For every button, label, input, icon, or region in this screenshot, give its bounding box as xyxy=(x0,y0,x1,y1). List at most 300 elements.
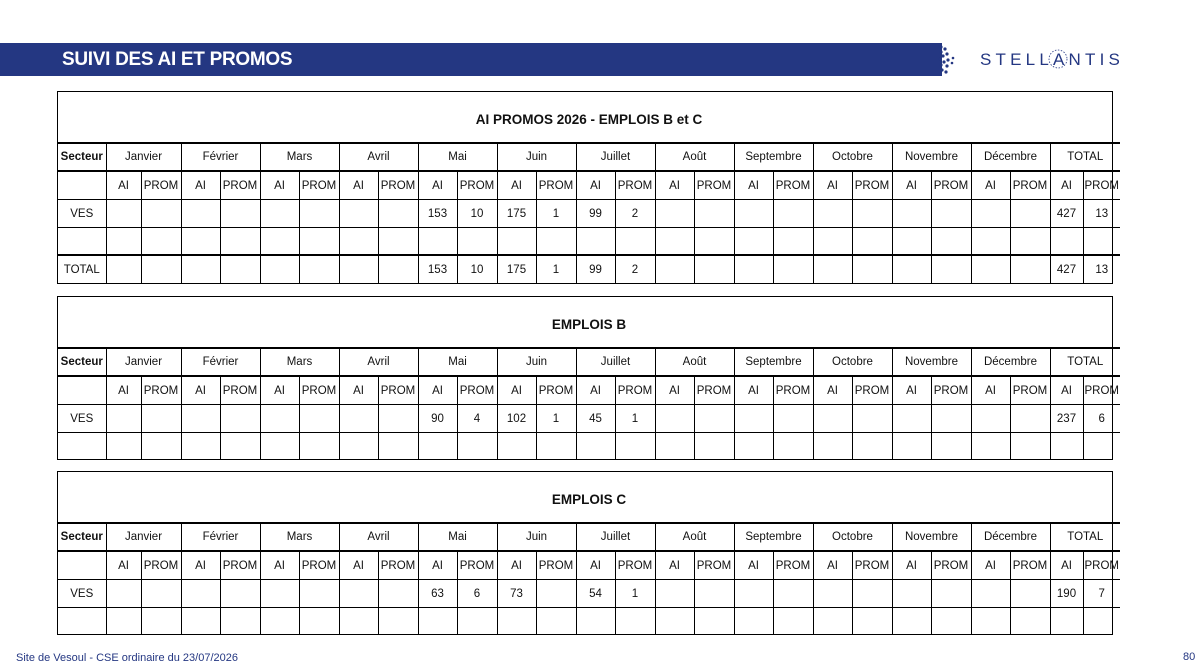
subheader-ai: AI xyxy=(1050,376,1083,405)
table-row xyxy=(58,200,1120,228)
subheader-ai: AI xyxy=(260,171,299,200)
table-title: EMPLOIS B xyxy=(58,297,1120,348)
table-cell xyxy=(892,228,931,256)
table-cell xyxy=(378,608,418,635)
table-cell xyxy=(813,228,852,256)
subheader-ai: AI xyxy=(813,171,852,200)
table-cell xyxy=(497,433,536,460)
table-cell xyxy=(1010,580,1050,608)
subheader-prom: PROM xyxy=(615,551,655,580)
table-cell: 153 xyxy=(418,255,457,283)
table-cell xyxy=(892,405,931,433)
subheader-prom: PROM xyxy=(299,551,339,580)
column-header-month: Avril xyxy=(339,348,418,376)
table-cell xyxy=(773,200,813,228)
table-cell xyxy=(892,200,931,228)
table-cell xyxy=(655,228,694,256)
empty-cell xyxy=(58,551,106,580)
table-cell xyxy=(1050,433,1083,460)
column-header-month: Mai xyxy=(418,348,497,376)
table-title: AI PROMOS 2026 - EMPLOIS B et C xyxy=(58,92,1120,143)
table-cell xyxy=(734,228,773,256)
column-header-secteur: Secteur xyxy=(58,348,106,376)
table-cell xyxy=(1050,608,1083,635)
column-header-month: Mai xyxy=(418,143,497,171)
row-label: VES xyxy=(58,580,106,608)
table-cell: 63 xyxy=(418,580,457,608)
column-header-month: Juin xyxy=(497,523,576,551)
table-cell xyxy=(576,433,615,460)
table-cell xyxy=(418,433,457,460)
table-cell xyxy=(694,580,734,608)
column-header-month: Février xyxy=(181,348,260,376)
subheader-prom: PROM xyxy=(931,551,971,580)
table-cell xyxy=(299,405,339,433)
subheader-ai: AI xyxy=(734,551,773,580)
column-header-month: Novembre xyxy=(892,143,971,171)
table-cell xyxy=(378,200,418,228)
table-cell xyxy=(1083,433,1120,460)
table-cell: 2 xyxy=(615,255,655,283)
table-cell: 99 xyxy=(576,200,615,228)
subheader-ai: AI xyxy=(339,551,378,580)
table-cell xyxy=(220,255,260,283)
header-banner xyxy=(0,43,942,76)
subheader-ai: AI xyxy=(106,376,141,405)
column-header-month: Juillet xyxy=(576,143,655,171)
table-cell xyxy=(220,228,260,256)
table-cell: 99 xyxy=(576,255,615,283)
table-cell xyxy=(694,228,734,256)
subheader-ai: AI xyxy=(734,171,773,200)
table-cell xyxy=(655,580,694,608)
subheader-prom: PROM xyxy=(1010,171,1050,200)
table-cell xyxy=(378,580,418,608)
table-cell xyxy=(734,608,773,635)
table-cell xyxy=(852,228,892,256)
table-title: EMPLOIS C xyxy=(58,472,1120,523)
subheader-prom: PROM xyxy=(1083,376,1120,405)
table-cell xyxy=(931,433,971,460)
subheader-prom: PROM xyxy=(141,551,181,580)
table-cell xyxy=(655,405,694,433)
table-cell: 1 xyxy=(536,255,576,283)
subheader-ai: AI xyxy=(106,171,141,200)
column-header-month: Juin xyxy=(497,143,576,171)
column-header-month: Juin xyxy=(497,348,576,376)
subheader-prom: PROM xyxy=(694,551,734,580)
table-cell: 13 xyxy=(1083,200,1120,228)
table-cell: 4 xyxy=(457,405,497,433)
footer-text: Site de Vesoul - CSE ordinaire du 23/07/2026 xyxy=(16,652,238,664)
table-cell xyxy=(576,228,615,256)
subheader-ai: AI xyxy=(260,551,299,580)
subheader-prom: PROM xyxy=(457,171,497,200)
table-cell xyxy=(734,405,773,433)
table-cell xyxy=(813,580,852,608)
table-cell xyxy=(260,200,299,228)
table-cell xyxy=(852,255,892,283)
subheader-ai: AI xyxy=(655,171,694,200)
table-cell xyxy=(734,200,773,228)
row-label xyxy=(58,433,106,460)
column-header-month: Septembre xyxy=(734,143,813,171)
subheader-prom: PROM xyxy=(615,376,655,405)
column-header-month: Janvier xyxy=(106,348,181,376)
subheader-ai: AI xyxy=(106,551,141,580)
column-header-month: Décembre xyxy=(971,143,1050,171)
table-2 xyxy=(57,296,1119,460)
table-cell xyxy=(141,228,181,256)
table-cell xyxy=(773,608,813,635)
brand-logo xyxy=(980,50,1124,72)
table-cell xyxy=(892,608,931,635)
subheader-prom: PROM xyxy=(299,171,339,200)
table-cell xyxy=(299,433,339,460)
table-cell xyxy=(694,405,734,433)
table-cell: 237 xyxy=(1050,405,1083,433)
subheader-ai: AI xyxy=(497,376,536,405)
table-cell xyxy=(339,433,378,460)
column-header-secteur: Secteur xyxy=(58,523,106,551)
column-header-month: Octobre xyxy=(813,143,892,171)
subheader-prom: PROM xyxy=(299,376,339,405)
subheader-prom: PROM xyxy=(1010,376,1050,405)
table-cell xyxy=(106,200,141,228)
column-header-month: Septembre xyxy=(734,348,813,376)
table-cell xyxy=(931,608,971,635)
subheader-prom: PROM xyxy=(378,376,418,405)
table-cell xyxy=(773,228,813,256)
subheader-prom: PROM xyxy=(457,376,497,405)
table-cell xyxy=(457,433,497,460)
column-header-month: Mai xyxy=(418,523,497,551)
column-header-month: Mars xyxy=(260,523,339,551)
table-cell xyxy=(378,405,418,433)
table-cell xyxy=(971,200,1010,228)
subheader-prom: PROM xyxy=(931,376,971,405)
column-header-month: TOTAL xyxy=(1050,523,1120,551)
table-cell xyxy=(141,580,181,608)
table-cell xyxy=(1083,228,1120,256)
column-header-month: Août xyxy=(655,348,734,376)
subheader-ai: AI xyxy=(497,171,536,200)
data-table xyxy=(58,92,1120,283)
table-cell xyxy=(106,228,141,256)
data-table xyxy=(58,297,1120,459)
table-cell xyxy=(181,255,220,283)
table-cell xyxy=(655,200,694,228)
subheader-ai: AI xyxy=(339,376,378,405)
table-cell xyxy=(852,580,892,608)
column-header-month: Août xyxy=(655,523,734,551)
table-cell xyxy=(852,433,892,460)
table-cell xyxy=(220,608,260,635)
table-cell xyxy=(299,228,339,256)
subheader-ai: AI xyxy=(576,171,615,200)
table-cell xyxy=(141,405,181,433)
table-cell xyxy=(536,433,576,460)
subheader-ai: AI xyxy=(1050,551,1083,580)
table-cell: 175 xyxy=(497,255,536,283)
brand-logo-part2: A xyxy=(1052,50,1069,69)
table-cell xyxy=(615,433,655,460)
table-cell xyxy=(536,228,576,256)
subheader-ai: AI xyxy=(418,171,457,200)
table-cell xyxy=(536,608,576,635)
table-cell xyxy=(536,580,576,608)
table-cell xyxy=(694,200,734,228)
column-header-month: Décembre xyxy=(971,348,1050,376)
table-cell xyxy=(931,580,971,608)
brand-logo-part1: STELL xyxy=(980,50,1053,69)
empty-cell xyxy=(58,376,106,405)
brand-logo-a xyxy=(1053,50,1069,70)
table-cell xyxy=(181,433,220,460)
subheader-prom: PROM xyxy=(615,171,655,200)
table-cell xyxy=(220,580,260,608)
subheader-ai: AI xyxy=(971,171,1010,200)
subheader-prom: PROM xyxy=(220,376,260,405)
table-cell xyxy=(106,580,141,608)
table-cell xyxy=(260,608,299,635)
table-cell: 1 xyxy=(615,405,655,433)
table-cell xyxy=(931,405,971,433)
table-cell xyxy=(852,405,892,433)
column-header-month: Juillet xyxy=(576,523,655,551)
table-cell: 2 xyxy=(615,200,655,228)
table-cell xyxy=(457,228,497,256)
table-cell xyxy=(339,405,378,433)
table-cell xyxy=(299,580,339,608)
column-header-month: Avril xyxy=(339,523,418,551)
column-header-month: TOTAL xyxy=(1050,348,1120,376)
table-cell xyxy=(773,255,813,283)
table-row xyxy=(58,405,1120,433)
table-cell: 13 xyxy=(1083,255,1120,283)
table-cell xyxy=(339,255,378,283)
table-row xyxy=(58,433,1120,460)
table-cell xyxy=(299,200,339,228)
table-cell xyxy=(852,608,892,635)
table-cell: 73 xyxy=(497,580,536,608)
table-cell xyxy=(299,255,339,283)
row-label: VES xyxy=(58,200,106,228)
table-cell: 427 xyxy=(1050,200,1083,228)
table-cell xyxy=(655,255,694,283)
column-header-secteur: Secteur xyxy=(58,143,106,171)
table-cell xyxy=(971,608,1010,635)
subheader-ai: AI xyxy=(181,171,220,200)
column-header-month: Novembre xyxy=(892,523,971,551)
table-cell xyxy=(220,200,260,228)
subheader-prom: PROM xyxy=(1010,551,1050,580)
table-cell xyxy=(931,255,971,283)
table-cell xyxy=(1083,608,1120,635)
column-header-month: TOTAL xyxy=(1050,143,1120,171)
column-header-month: Mars xyxy=(260,348,339,376)
table-cell xyxy=(260,433,299,460)
table-row xyxy=(58,608,1120,635)
table-cell: 190 xyxy=(1050,580,1083,608)
table-cell xyxy=(260,580,299,608)
subheader-ai: AI xyxy=(1050,171,1083,200)
subheader-ai: AI xyxy=(892,376,931,405)
table-cell xyxy=(694,255,734,283)
column-header-month: Août xyxy=(655,143,734,171)
subheader-ai: AI xyxy=(813,376,852,405)
subheader-prom: PROM xyxy=(852,376,892,405)
column-header-month: Février xyxy=(181,143,260,171)
table-cell xyxy=(1010,228,1050,256)
table-cell xyxy=(260,228,299,256)
table-cell: 1 xyxy=(536,405,576,433)
column-header-month: Septembre xyxy=(734,523,813,551)
table-cell: 102 xyxy=(497,405,536,433)
table-cell xyxy=(694,608,734,635)
table-cell xyxy=(106,608,141,635)
table-1 xyxy=(57,91,1119,284)
subheader-ai: AI xyxy=(418,551,457,580)
table-cell xyxy=(1010,405,1050,433)
table-cell: 45 xyxy=(576,405,615,433)
column-header-month: Janvier xyxy=(106,523,181,551)
table-cell xyxy=(694,433,734,460)
table-cell xyxy=(378,228,418,256)
subheader-prom: PROM xyxy=(1083,551,1120,580)
table-cell: 6 xyxy=(1083,405,1120,433)
table-cell xyxy=(339,228,378,256)
column-header-month: Octobre xyxy=(813,348,892,376)
subheader-prom: PROM xyxy=(773,376,813,405)
subheader-ai: AI xyxy=(181,551,220,580)
table-cell xyxy=(299,608,339,635)
table-cell xyxy=(971,433,1010,460)
page-title: SUIVI DES AI ET PROMOS xyxy=(62,49,293,70)
table-cell xyxy=(378,433,418,460)
table-cell xyxy=(220,433,260,460)
subheader-ai: AI xyxy=(813,551,852,580)
table-cell xyxy=(813,200,852,228)
subheader-prom: PROM xyxy=(773,551,813,580)
table-cell xyxy=(181,580,220,608)
subheader-prom: PROM xyxy=(141,171,181,200)
table-cell xyxy=(181,228,220,256)
table-cell: 1 xyxy=(536,200,576,228)
table-cell xyxy=(734,255,773,283)
row-label xyxy=(58,608,106,635)
subheader-prom: PROM xyxy=(694,171,734,200)
logo-star-icon xyxy=(1046,39,1070,79)
subheader-ai: AI xyxy=(971,376,1010,405)
subheader-prom: PROM xyxy=(1083,171,1120,200)
table-cell xyxy=(106,433,141,460)
empty-cell xyxy=(58,171,106,200)
subheader-ai: AI xyxy=(339,171,378,200)
table-cell xyxy=(141,255,181,283)
column-header-month: Janvier xyxy=(106,143,181,171)
subheader-ai: AI xyxy=(576,376,615,405)
column-header-month: Juillet xyxy=(576,348,655,376)
table-row xyxy=(58,255,1120,283)
table-cell xyxy=(813,433,852,460)
table-3 xyxy=(57,471,1119,635)
table-cell xyxy=(418,608,457,635)
subheader-prom: PROM xyxy=(378,551,418,580)
table-cell xyxy=(971,255,1010,283)
table-cell xyxy=(734,580,773,608)
subheader-ai: AI xyxy=(892,551,931,580)
table-cell xyxy=(339,200,378,228)
table-cell xyxy=(220,405,260,433)
subheader-ai: AI xyxy=(655,551,694,580)
table-cell xyxy=(813,255,852,283)
table-cell xyxy=(971,228,1010,256)
table-cell: 175 xyxy=(497,200,536,228)
table-cell xyxy=(971,405,1010,433)
table-cell xyxy=(181,200,220,228)
table-cell xyxy=(655,608,694,635)
table-cell xyxy=(813,405,852,433)
table-cell xyxy=(497,608,536,635)
table-cell xyxy=(339,608,378,635)
table-cell xyxy=(260,255,299,283)
table-cell xyxy=(1050,228,1083,256)
table-cell: 153 xyxy=(418,200,457,228)
table-cell xyxy=(576,608,615,635)
dots-decoration-icon xyxy=(936,43,962,76)
table-cell xyxy=(931,200,971,228)
table-cell xyxy=(773,580,813,608)
page-number: 80 xyxy=(1183,651,1196,663)
table-cell xyxy=(141,608,181,635)
table-cell xyxy=(813,608,852,635)
subheader-prom: PROM xyxy=(536,376,576,405)
table-row xyxy=(58,580,1120,608)
subheader-ai: AI xyxy=(655,376,694,405)
subheader-prom: PROM xyxy=(536,551,576,580)
table-cell: 1 xyxy=(615,580,655,608)
subheader-prom: PROM xyxy=(852,551,892,580)
row-label: VES xyxy=(58,405,106,433)
table-row xyxy=(58,228,1120,256)
column-header-month: Décembre xyxy=(971,523,1050,551)
column-header-month: Mars xyxy=(260,143,339,171)
column-header-month: Novembre xyxy=(892,348,971,376)
row-label xyxy=(58,228,106,256)
row-label: TOTAL xyxy=(58,255,106,283)
table-cell xyxy=(418,228,457,256)
subheader-prom: PROM xyxy=(852,171,892,200)
table-cell xyxy=(892,580,931,608)
table-cell xyxy=(260,405,299,433)
subheader-ai: AI xyxy=(181,376,220,405)
subheader-ai: AI xyxy=(497,551,536,580)
table-cell xyxy=(1010,255,1050,283)
table-cell xyxy=(378,255,418,283)
table-cell xyxy=(852,200,892,228)
table-cell xyxy=(106,255,141,283)
table-cell xyxy=(892,433,931,460)
table-cell: 54 xyxy=(576,580,615,608)
table-cell xyxy=(931,228,971,256)
table-cell xyxy=(141,200,181,228)
table-cell: 6 xyxy=(457,580,497,608)
subheader-ai: AI xyxy=(892,171,931,200)
table-cell xyxy=(773,433,813,460)
column-header-month: Février xyxy=(181,523,260,551)
table-cell xyxy=(181,405,220,433)
